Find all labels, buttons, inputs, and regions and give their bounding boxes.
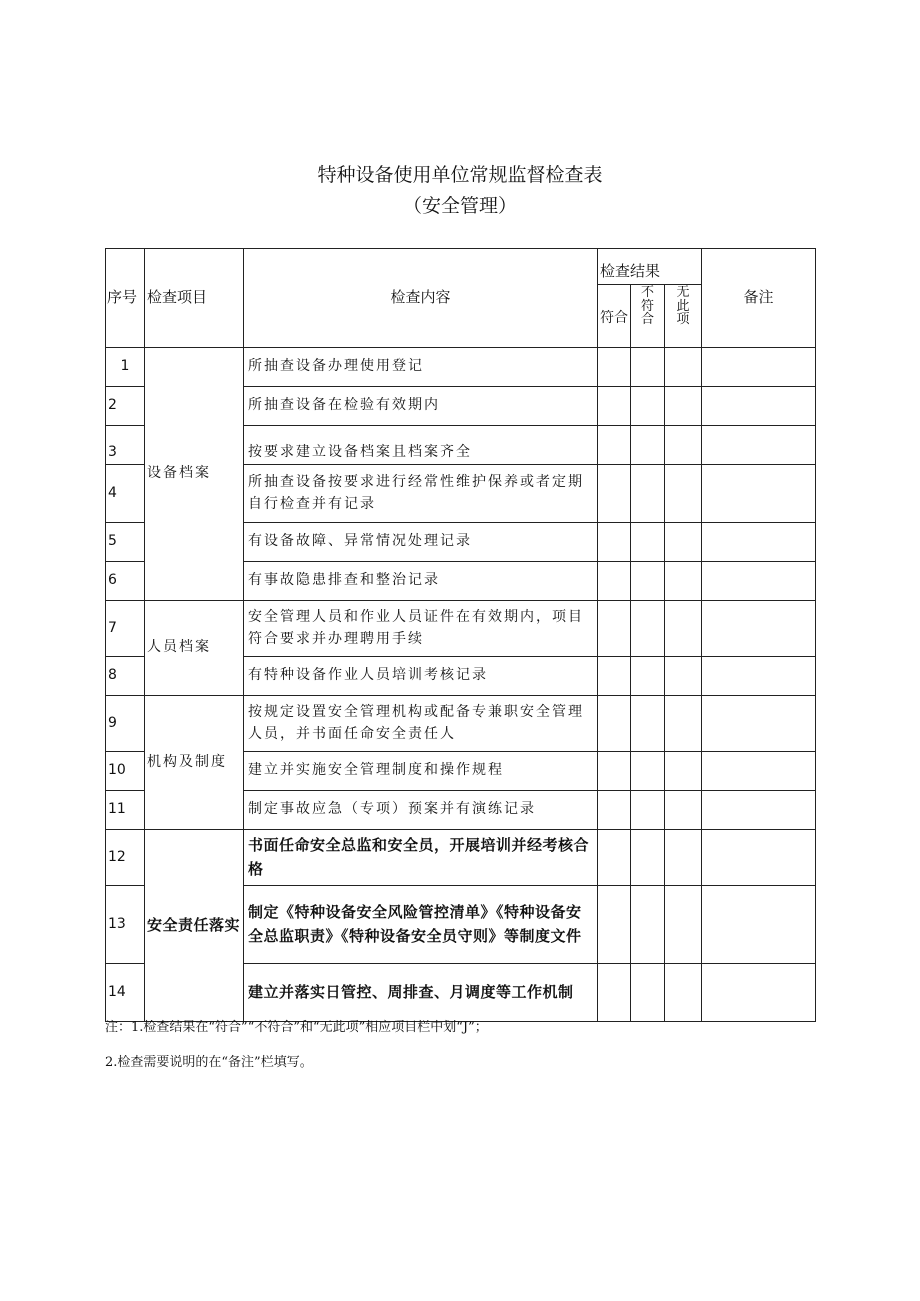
conform-cell[interactable] xyxy=(598,601,631,657)
na-cell[interactable] xyxy=(665,562,702,601)
table-row xyxy=(106,696,816,752)
conform-cell[interactable] xyxy=(598,465,631,523)
nonconform-cell[interactable] xyxy=(631,523,665,562)
inspection-table xyxy=(105,248,816,1022)
row-number: 12 xyxy=(106,830,145,886)
conform-cell[interactable] xyxy=(598,830,631,886)
table-row xyxy=(106,830,816,886)
row-number: 7 xyxy=(106,601,145,657)
row-content: 按要求建立设备档案且档案齐全 xyxy=(244,426,598,465)
nonconform-cell[interactable] xyxy=(631,387,665,426)
row-number: 14 xyxy=(106,964,145,1022)
conform-cell[interactable] xyxy=(598,426,631,465)
na-cell[interactable] xyxy=(665,657,702,696)
header-item: 检查项目 xyxy=(145,249,244,348)
na-cell[interactable] xyxy=(665,523,702,562)
nonconform-cell[interactable] xyxy=(631,791,665,830)
na-cell[interactable] xyxy=(665,601,702,657)
row-content: 安全管理人员和作业人员证件在有效期内，项目符合要求并办理聘用手续 xyxy=(244,601,598,657)
na-cell[interactable] xyxy=(665,387,702,426)
header-remark: 备注 xyxy=(702,249,816,348)
header-conform: 符合 xyxy=(598,285,631,348)
conform-cell[interactable] xyxy=(598,696,631,752)
remark-cell[interactable] xyxy=(702,791,816,830)
remark-cell[interactable] xyxy=(702,886,816,964)
remark-cell[interactable] xyxy=(702,657,816,696)
row-number: 2 xyxy=(106,387,145,426)
row-content: 有事故隐患排查和整治记录 xyxy=(244,562,598,601)
nonconform-cell[interactable] xyxy=(631,696,665,752)
row-number: 9 xyxy=(106,696,145,752)
page-title: 特种设备使用单位常规监督检查表 xyxy=(317,164,603,186)
conform-cell[interactable] xyxy=(598,791,631,830)
row-number: 6 xyxy=(106,562,145,601)
nonconform-cell[interactable] xyxy=(631,752,665,791)
conform-cell[interactable] xyxy=(598,886,631,964)
table-row xyxy=(106,348,816,387)
row-content: 建立并落实日管控、周排查、月调度等工作机制 xyxy=(244,964,598,1022)
page-subtitle: （安全管理） xyxy=(402,195,517,217)
na-cell[interactable] xyxy=(665,791,702,830)
remark-cell[interactable] xyxy=(702,964,816,1022)
nonconform-cell[interactable] xyxy=(631,886,665,964)
row-number: 10 xyxy=(106,752,145,791)
remark-cell[interactable] xyxy=(702,696,816,752)
row-content: 有设备故障、异常情况处理记录 xyxy=(244,523,598,562)
row-content: 制定《特种设备安全风险管控清单》《特种设备安全总监职责》《特种设备安全员守则》等制度文件 xyxy=(244,886,598,964)
note-line-2: 2.检查需要说明的在“备注”栏填写。 xyxy=(105,1055,313,1070)
na-cell[interactable] xyxy=(665,964,702,1022)
remark-cell[interactable] xyxy=(702,387,816,426)
row-number: 5 xyxy=(106,523,145,562)
na-cell[interactable] xyxy=(665,752,702,791)
nonconform-cell[interactable] xyxy=(631,562,665,601)
remark-cell[interactable] xyxy=(702,523,816,562)
na-cell[interactable] xyxy=(665,465,702,523)
row-number: 13 xyxy=(106,886,145,964)
remark-cell[interactable] xyxy=(702,562,816,601)
category-safety-responsibility: 安全责任落实 xyxy=(145,830,244,1022)
nonconform-cell[interactable] xyxy=(631,830,665,886)
category-equipment-records: 设备档案 xyxy=(145,348,244,601)
row-content: 建立并实施安全管理制度和操作规程 xyxy=(244,752,598,791)
header-nonconform: 不符合 xyxy=(640,285,654,328)
remark-cell[interactable] xyxy=(702,348,816,387)
nonconform-cell[interactable] xyxy=(631,348,665,387)
conform-cell[interactable] xyxy=(598,562,631,601)
nonconform-cell[interactable] xyxy=(631,657,665,696)
category-organization-rules: 机构及制度 xyxy=(145,696,244,830)
nonconform-cell[interactable] xyxy=(631,964,665,1022)
na-cell[interactable] xyxy=(665,830,702,886)
note-line-1: 注：1.检查结果在“符合”“不符合”和“无此项”相应项目栏中划“J”； xyxy=(105,1020,488,1035)
na-cell[interactable] xyxy=(665,886,702,964)
header-result: 检查结果 xyxy=(598,249,702,285)
row-content: 制定事故应急（专项）预案并有演练记录 xyxy=(244,791,598,830)
remark-cell[interactable] xyxy=(702,752,816,791)
row-content: 所抽查设备在检验有效期内 xyxy=(244,387,598,426)
row-content: 书面任命安全总监和安全员，开展培训并经考核合格 xyxy=(244,830,598,886)
table-row xyxy=(106,601,816,657)
conform-cell[interactable] xyxy=(598,348,631,387)
row-content: 所抽查设备办理使用登记 xyxy=(244,348,598,387)
header-seq: 序号 xyxy=(106,249,145,348)
header-na: 无此项 xyxy=(676,285,690,328)
na-cell[interactable] xyxy=(665,426,702,465)
row-content: 所抽查设备按要求进行经常性维护保养或者定期自行检查并有记录 xyxy=(244,465,598,523)
row-content: 有特种设备作业人员培训考核记录 xyxy=(244,657,598,696)
row-number: 8 xyxy=(106,657,145,696)
conform-cell[interactable] xyxy=(598,523,631,562)
row-number: 4 xyxy=(106,465,145,523)
nonconform-cell[interactable] xyxy=(631,601,665,657)
row-content: 按规定设置安全管理机构或配备专兼职安全管理人员，并书面任命安全责任人 xyxy=(244,696,598,752)
header-content: 检查内容 xyxy=(244,249,598,348)
remark-cell[interactable] xyxy=(702,601,816,657)
na-cell[interactable] xyxy=(665,696,702,752)
row-number: 1 xyxy=(106,348,145,387)
row-number: 3 xyxy=(106,426,145,465)
nonconform-cell[interactable] xyxy=(631,426,665,465)
conform-cell[interactable] xyxy=(598,964,631,1022)
conform-cell[interactable] xyxy=(598,657,631,696)
category-personnel-records: 人员档案 xyxy=(145,601,244,696)
nonconform-cell[interactable] xyxy=(631,465,665,523)
row-number: 11 xyxy=(106,791,145,830)
remark-cell[interactable] xyxy=(702,426,816,465)
remark-cell[interactable] xyxy=(702,465,816,523)
remark-cell[interactable] xyxy=(702,830,816,886)
na-cell[interactable] xyxy=(665,348,702,387)
conform-cell[interactable] xyxy=(598,387,631,426)
conform-cell[interactable] xyxy=(598,752,631,791)
